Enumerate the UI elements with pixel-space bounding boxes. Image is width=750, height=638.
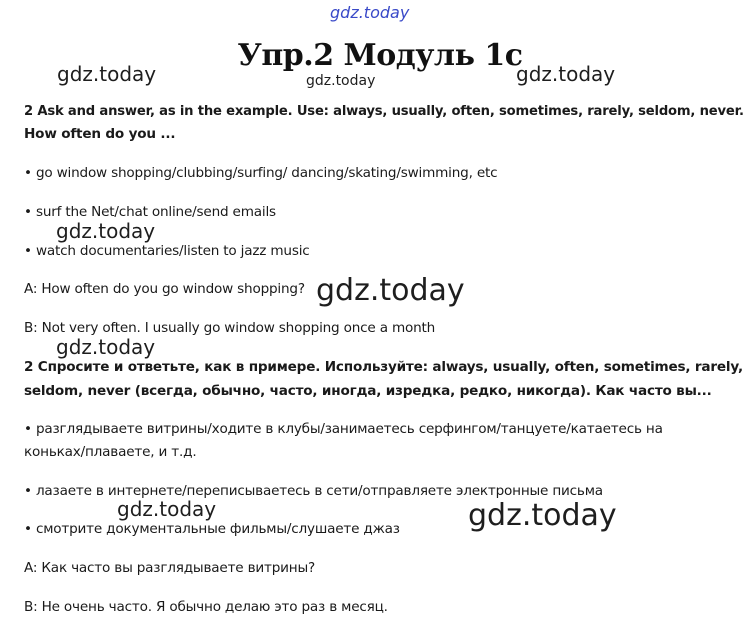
ru-bullet-1-line-1: • разглядываете витрины/ходите в клубы/занимаетесь серфингом/танцуете/катаетесь на bbox=[24, 421, 663, 437]
ru-task-line-1: 2 Спросите и ответьте, как в примере. Используйте: always, usually, often, sometimes, rarely, bbox=[24, 359, 743, 375]
en-dialog-a: A: How often do you go window shopping? bbox=[24, 281, 305, 297]
watermark-under-title: gdz.today bbox=[306, 73, 376, 89]
watermark-center: gdz.today bbox=[316, 273, 465, 308]
ru-dialog-a: A: Как часто вы разглядываете витрины? bbox=[24, 560, 316, 576]
ru-bullet-3: • смотрите документальные фильмы/слушаете джаз bbox=[24, 521, 400, 537]
ru-bullet-1-line-2: коньках/плаваете, и т.д. bbox=[24, 444, 197, 460]
en-bullet-3: • watch documentaries/listen to jazz music bbox=[24, 243, 310, 259]
ru-dialog-b: B: Не очень часто. Я обычно делаю это раз в месяц. bbox=[24, 599, 388, 615]
en-task-line-1: 2 Ask and answer, as in the example. Use: always, usually, often, sometimes, rarely, seldom, never. bbox=[24, 103, 744, 119]
en-bullet-2: • surf the Net/chat online/send emails bbox=[24, 204, 276, 220]
en-bullet-1: • go window shopping/clubbing/surfing/ dancing/skating/swimming, etc bbox=[24, 165, 498, 181]
watermark-top: gdz.today bbox=[330, 3, 410, 22]
watermark-lower-left: gdz.today bbox=[56, 335, 156, 359]
en-dialog-b: B: Not very often. I usually go window shopping once a month bbox=[24, 320, 436, 336]
watermark-mid-left: gdz.today bbox=[56, 219, 156, 243]
ru-bullet-2: • лазаете в интернете/переписываетесь в сети/отправляете электронные письма bbox=[24, 483, 603, 499]
watermark-bottom-left: gdz.today bbox=[117, 497, 217, 521]
page-title: Упр.2 Модуль 1c bbox=[237, 38, 523, 73]
en-task-line-2: How often do you ... bbox=[24, 126, 176, 142]
ru-task-line-2: seldom, never (всегда, обычно, часто, иногда, изредка, редко, никогда). Как часто вы... bbox=[24, 383, 712, 399]
watermark-bottom-right: gdz.today bbox=[468, 498, 617, 533]
watermark-right: gdz.today bbox=[516, 62, 616, 86]
watermark-left: gdz.today bbox=[57, 62, 157, 86]
